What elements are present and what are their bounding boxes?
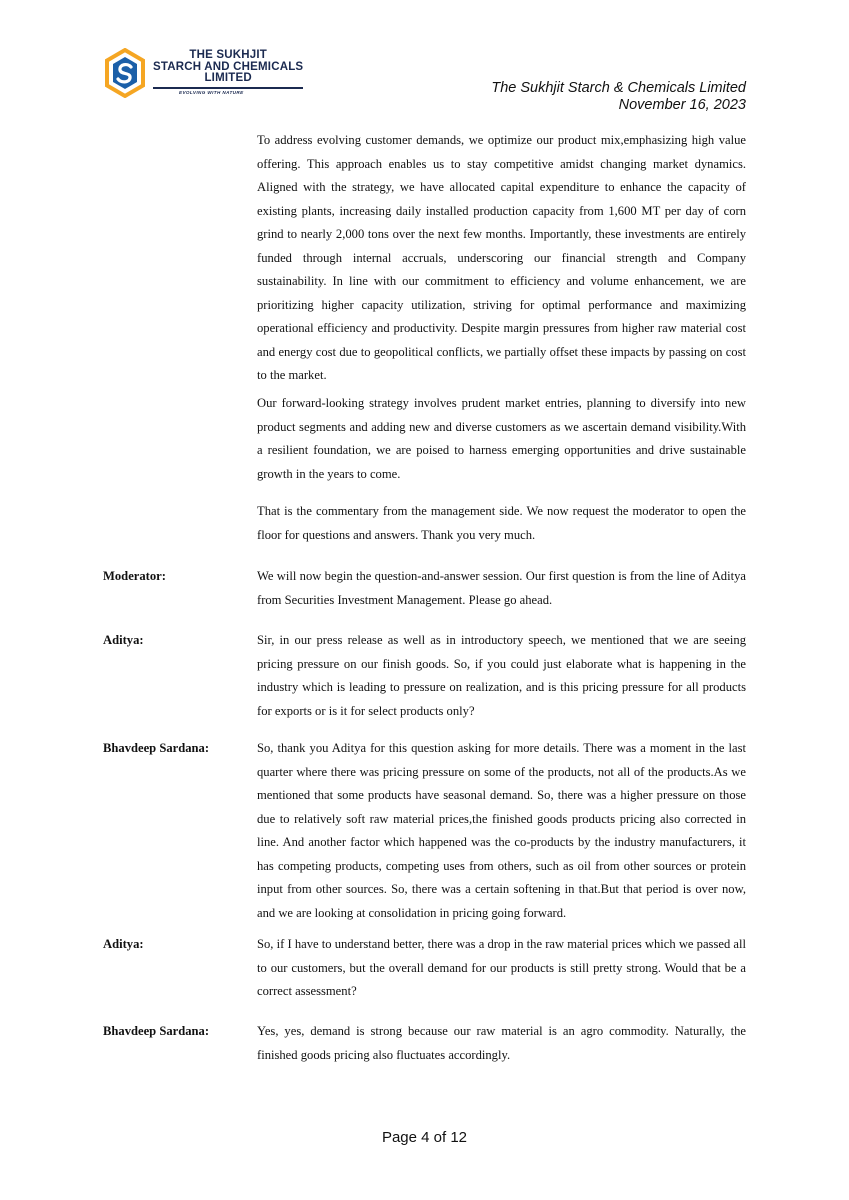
speaker-label: Moderator: — [103, 569, 166, 583]
speaker-text: So, if I have to understand better, there was a drop in the raw material prices which we passed all to our customers, but the overall demand for our products is still pretty strong. Would that be a correct assessment? — [257, 937, 746, 998]
speaker-text: Sir, in our press release as well as in introductory speech, we mentioned that we are seeing pricing pressure on our finish goods. So, if you could just elaborate what is happening in the industry which is leading to pressure on realization, and is this pricing pressure for all products for exports or is it for select products only? — [257, 633, 746, 718]
speaker-text: We will now begin the question-and-answer session. Our first question is from the line of Aditya from Securities Investment Management. Please go ahead. — [257, 569, 746, 607]
logo-line-1: THE SUKHJIT — [189, 49, 267, 62]
document-header — [491, 80, 746, 114]
company-logo — [103, 48, 303, 98]
call-date: November 16, 2023 — [618, 97, 746, 113]
speaker-text: So, thank you Aditya for this question asking for more details. There was a moment in the last quarter where there was pricing pressure on some of the products, not all of the products.As we mentioned that some products have seasonal demand. So, there was a higher pressure on those due to relatively soft raw material prices,the finished goods products pricing also corrected in line. And another factor which happened was the co-products by the industry manufacturers, it has competing products, competing uses from others, such as oil from other sources or protein input from other sources. So, there was a certain softening in that.But that period is over now, and we are looking at consolidation in pricing going forward. — [257, 741, 746, 920]
intro-paragraph: Our forward-looking strategy involves prudent market entries, planning to diversify into new product segments and adding new and diverse customers as we ascertain demand visibility.With a resilient foundation, we are poised to harness emerging opportunities and drive sustainable growth in the years to come. — [257, 396, 746, 481]
logo-line-2: STARCH AND CHEMICALS — [153, 60, 304, 73]
logo-rule — [153, 87, 303, 89]
speaker-label: Bhavdeep Sardana: — [103, 1024, 210, 1038]
speaker-label: Aditya: — [103, 937, 144, 951]
speaker-label: Bhavdeep Sardana: — [103, 741, 210, 755]
speaker-text: Yes, yes, demand is strong because our raw material is an agro commodity. Naturally, the finished goods pricing also fluctuates accordingly. — [257, 1024, 746, 1062]
speaker-label: Aditya: — [103, 633, 144, 647]
logo-line-3: LIMITED — [204, 72, 252, 85]
company-name: The Sukhjit Starch & Chemicals Limited — [491, 80, 746, 96]
intro-paragraph: To address evolving customer demands, we optimize our product mix,emphasizing high value offering. This approach enables us to stay competitive amidst changing market dynamics. Aligned with the strategy, we have allocated capital expenditure to enhance the capacity of existing plants, increasing daily installed production capacity from 1,600 MT per day of corn grind to nearly 2,000 tons over the next few months. Importantly, these investments are entirely funded through internal accruals, underscoring our financial strength and Company sustainability. In line with our commitment to efficiency and volume enhancement, we are prioritizing higher capacity utilization, striving for optimal performance and maximizing operational efficiency and productivity. Despite margin pressures from higher raw material cost and energy cost due to geopolitical conflicts, we partially offset these impacts by passing on cost to the market. — [257, 133, 746, 382]
logo-tagline: EVOLVING WITH NATURE — [179, 89, 244, 95]
logo-wordmark — [153, 50, 303, 96]
logo-hexagon-icon — [103, 48, 147, 98]
page-number: Page 4 of 12 — [381, 1129, 468, 1146]
intro-paragraph: That is the commentary from the management side. We now request the moderator to open the floor for questions and answers. Thank you very much. — [257, 504, 746, 542]
